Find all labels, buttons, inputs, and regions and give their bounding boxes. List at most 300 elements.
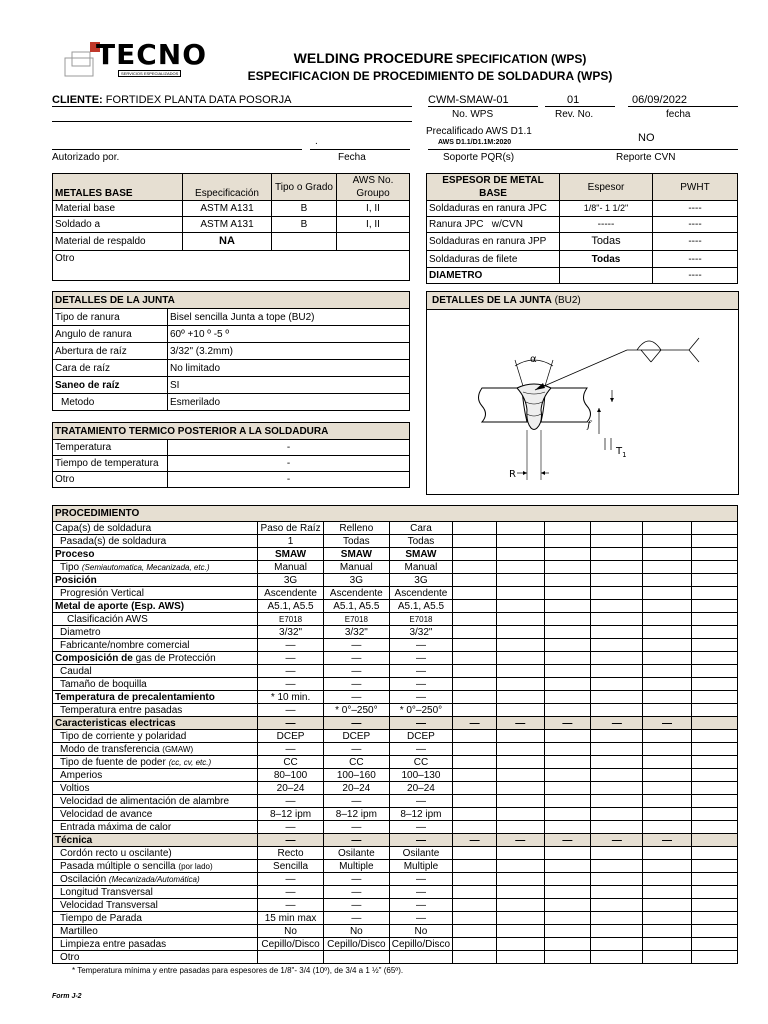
procedimiento-value: Ascendente <box>389 587 452 600</box>
procedimiento-label-text: Limpieza entre pasadas <box>60 938 167 950</box>
procedimiento-empty-cell <box>497 574 544 587</box>
procedimiento-label <box>53 522 258 535</box>
procedimiento-empty-cell <box>497 808 544 821</box>
procedimiento-empty-cell <box>544 691 591 704</box>
tratamiento-label: Otro <box>53 472 168 488</box>
procedimiento-value: CC <box>389 756 452 769</box>
autorizado-line <box>52 149 302 150</box>
procedimiento-empty-cell <box>453 795 497 808</box>
procedimiento-empty-cell <box>453 873 497 886</box>
right-plate <box>541 388 591 422</box>
procedimiento-value: — <box>258 743 324 756</box>
procedimiento-value: Ascendente <box>323 587 389 600</box>
soporte-label: Soporte PQR(s) <box>443 152 515 163</box>
procedimiento-empty-cell <box>544 522 591 535</box>
procedimiento-value: — <box>258 704 324 717</box>
procedimiento-empty-cell <box>544 587 591 600</box>
dot: . <box>315 136 318 147</box>
procedimiento-label <box>53 652 258 665</box>
procedimiento-empty-cell <box>591 821 643 834</box>
autorizado-label: Autorizado por. <box>52 152 120 163</box>
procedimiento-empty-cell <box>453 522 497 535</box>
procedimiento-empty-cell <box>691 613 737 626</box>
espesor-cell: ---- <box>653 217 738 233</box>
procedimiento-empty-cell <box>544 626 591 639</box>
procedimiento-empty-cell: — <box>544 834 591 847</box>
tratamiento-title: TRATAMIENTO TERMICO POSTERIOR A LA SOLDADURA <box>53 423 410 440</box>
procedimiento-value: 1 <box>258 535 324 548</box>
procedimiento-row <box>53 665 738 678</box>
procedimiento-label <box>53 561 258 574</box>
procedimiento-empty-cell <box>453 912 497 925</box>
procedimiento-empty-cell <box>497 925 544 938</box>
procedimiento-label-text: Caudal <box>60 665 92 677</box>
procedimiento-label-text: Amperios <box>60 769 103 781</box>
alpha-label: α <box>530 354 537 365</box>
procedimiento-label <box>53 613 258 626</box>
procedimiento-row <box>53 548 738 561</box>
procedimiento-empty-cell <box>691 522 737 535</box>
procedimiento-empty-cell <box>497 899 544 912</box>
procedimiento-label <box>53 860 258 873</box>
procedimiento-label-text: Velocidad de alimentación de alambre <box>60 795 229 807</box>
procedimiento-row <box>53 587 738 600</box>
procedimiento-empty-cell <box>544 782 591 795</box>
procedimiento-value: SMAW <box>323 548 389 561</box>
procedimiento-empty-cell <box>497 626 544 639</box>
junta-row <box>53 377 410 394</box>
procedimiento-empty-cell <box>691 717 737 730</box>
procedimiento-empty-cell <box>453 678 497 691</box>
procedimiento-empty-cell <box>497 678 544 691</box>
procedimiento-value: 3G <box>389 574 452 587</box>
procedimiento-label-note: (Mecanizada/Automática) <box>108 874 200 884</box>
procedimiento-value: Multiple <box>389 860 452 873</box>
procedimiento-value: 100–130 <box>389 769 452 782</box>
procedimiento-empty-cell <box>591 795 643 808</box>
procedimiento-label <box>53 600 258 613</box>
procedimiento-empty-cell <box>497 665 544 678</box>
procedimiento-row <box>53 782 738 795</box>
procedimiento-label <box>53 886 258 899</box>
procedimiento-label <box>53 756 258 769</box>
procedimiento-label-text: Clasificación AWS <box>67 613 148 625</box>
procedimiento-empty-cell <box>591 912 643 925</box>
form-id: Form J-2 <box>52 993 82 1000</box>
tratamiento-value: - <box>168 456 410 472</box>
procedimiento-empty-cell <box>643 951 691 964</box>
procedimiento-empty-cell <box>544 743 591 756</box>
procedimiento-value: No <box>258 925 324 938</box>
procedimiento-empty-cell <box>544 951 591 964</box>
procedimiento-value: A5.1, A5.5 <box>323 600 389 613</box>
metales-cell <box>337 233 410 251</box>
procedimiento-value: — <box>389 691 452 704</box>
procedimiento-empty-cell <box>497 860 544 873</box>
procedimiento-row <box>53 730 738 743</box>
procedimiento-empty-cell <box>453 782 497 795</box>
procedimiento-value: Manual <box>323 561 389 574</box>
procedimiento-row <box>53 873 738 886</box>
procedimiento-empty-cell <box>591 925 643 938</box>
procedimiento-empty-cell <box>544 548 591 561</box>
left-plate <box>479 388 528 422</box>
procedimiento-value: DCEP <box>389 730 452 743</box>
procedimiento-empty-cell <box>497 691 544 704</box>
procedimiento-empty-cell <box>591 782 643 795</box>
procedimiento-value: — <box>389 652 452 665</box>
procedimiento-empty-cell <box>497 600 544 613</box>
procedimiento-empty-cell <box>497 821 544 834</box>
procedimiento-row <box>53 652 738 665</box>
procedimiento-row <box>53 561 738 574</box>
procedimiento-row <box>53 951 738 964</box>
junta-label: Saneo de raíz <box>53 377 168 394</box>
procedimiento-value: 20–24 <box>389 782 452 795</box>
procedimiento-empty-cell <box>544 561 591 574</box>
procedimiento-value: — <box>389 678 452 691</box>
procedimiento-empty-cell <box>497 912 544 925</box>
procedimiento-empty-cell <box>643 678 691 691</box>
procedimiento-row <box>53 535 738 548</box>
procedimiento-empty-cell <box>544 912 591 925</box>
reporte-label: Reporte CVN <box>616 152 676 163</box>
procedimiento-label <box>53 535 258 548</box>
procedimiento-value: — <box>258 678 324 691</box>
procedimiento-empty-cell <box>497 639 544 652</box>
metales-header: METALES BASE <box>53 174 183 201</box>
procedimiento-empty-cell: — <box>453 834 497 847</box>
procedimiento-empty-cell <box>453 665 497 678</box>
procedimiento-value: 3G <box>323 574 389 587</box>
procedimiento-label <box>53 925 258 938</box>
procedimiento-value <box>258 951 324 964</box>
group-header: AWS No. Groupo <box>337 174 410 201</box>
procedimiento-empty-cell <box>643 769 691 782</box>
procedimiento-empty-cell <box>591 756 643 769</box>
title-rest: SPECIFICATION (WPS) <box>455 52 587 66</box>
procedimiento-empty-cell <box>591 613 643 626</box>
espesor-cell: Soldaduras de filete <box>427 251 560 268</box>
procedimiento-label-text: Progresión Vertical <box>60 587 144 599</box>
procedimiento-empty-cell <box>453 743 497 756</box>
procedimiento-row <box>53 626 738 639</box>
procedimiento-empty-cell <box>544 769 591 782</box>
procedimiento-label-text: Tipo de fuente de poder <box>60 756 166 768</box>
procedimiento-empty-cell <box>643 691 691 704</box>
wps-number: CWM-SMAW-01 <box>428 94 538 107</box>
procedimiento-empty-cell <box>544 535 591 548</box>
espesor-cell: Todas <box>560 233 653 251</box>
procedimiento-empty-cell <box>643 860 691 873</box>
procedimiento-empty-cell <box>544 938 591 951</box>
procedimiento-empty-cell <box>497 847 544 860</box>
procedimiento-value: 3/32" <box>389 626 452 639</box>
procedimiento-label-text: Oscilación <box>60 873 107 885</box>
procedimiento-value: Cepillo/Disco <box>323 938 389 951</box>
procedimiento-label <box>53 704 258 717</box>
procedimiento-row <box>53 678 738 691</box>
procedimiento-value: Cepillo/Disco <box>258 938 324 951</box>
procedimiento-row <box>53 691 738 704</box>
espesor-row <box>427 217 738 233</box>
procedimiento-label-text: Posición <box>55 574 97 586</box>
procedimiento-label <box>53 678 258 691</box>
procedimiento-label-text: Otro <box>60 951 80 963</box>
procedimiento-empty-cell <box>691 951 737 964</box>
procedimiento-label-text: Técnica <box>55 834 93 846</box>
procedimiento-label-text: Tipo <box>60 561 80 573</box>
joint-diagram <box>427 310 738 494</box>
procedimiento-empty-cell <box>453 925 497 938</box>
procedimiento-label <box>53 847 258 860</box>
procedimiento-empty-cell <box>591 743 643 756</box>
procedimiento-empty-cell <box>591 626 643 639</box>
cliente-label: CLIENTE: <box>52 94 103 106</box>
procedimiento-value: — <box>258 834 324 847</box>
procedimiento-empty-cell <box>544 704 591 717</box>
procedimiento-empty-cell <box>691 834 737 847</box>
procedimiento-empty-cell <box>497 652 544 665</box>
junta-label: Abertura de raíz <box>53 343 168 360</box>
cliente-line <box>52 94 412 107</box>
procedimiento-value: 3/32" <box>258 626 324 639</box>
r-label: R <box>509 469 516 480</box>
procedimiento-row <box>53 925 738 938</box>
procedimiento-empty-cell <box>591 873 643 886</box>
procedimiento-value: Paso de Raíz <box>258 522 324 535</box>
procedimiento-label-note: (por lado) <box>178 861 213 871</box>
espesor-cell: Todas <box>560 251 653 268</box>
procedimiento-empty-cell <box>497 886 544 899</box>
procedimiento-row <box>53 795 738 808</box>
procedimiento-empty-cell <box>591 678 643 691</box>
procedimiento-empty-cell <box>497 522 544 535</box>
procedimiento-empty-cell <box>691 769 737 782</box>
procedimiento-label <box>53 717 258 730</box>
procedimiento-value: — <box>323 678 389 691</box>
procedimiento-empty-cell <box>643 613 691 626</box>
procedimiento-label <box>53 743 258 756</box>
procedimiento-value: 8–12 ipm <box>323 808 389 821</box>
metales-cell: Material de respaldo <box>53 233 183 251</box>
procedimiento-empty-cell <box>453 704 497 717</box>
procedimiento-empty-cell <box>591 522 643 535</box>
procedimiento-row <box>53 522 738 535</box>
procedimiento-empty-cell: — <box>453 717 497 730</box>
procedimiento-label <box>53 665 258 678</box>
procedimiento-empty-cell <box>497 548 544 561</box>
tratamiento-label: Temperatura <box>53 440 168 456</box>
procedimiento-empty-cell <box>544 899 591 912</box>
procedimiento-empty-cell <box>643 600 691 613</box>
procedimiento-value: — <box>389 639 452 652</box>
metales-cell: Otro <box>53 251 410 267</box>
espesor-row <box>427 268 738 284</box>
procedimiento-empty-cell <box>497 730 544 743</box>
procedimiento-empty-cell <box>453 730 497 743</box>
espesor-row <box>427 233 738 251</box>
procedimiento-empty-cell: — <box>643 717 691 730</box>
procedimiento-empty-cell <box>691 639 737 652</box>
procedimiento-value: 20–24 <box>323 782 389 795</box>
procedimiento-value: 15 min max <box>258 912 324 925</box>
procedimiento-row <box>53 743 738 756</box>
t1-label: $T_1$ <box>616 446 627 459</box>
procedimiento-row <box>53 756 738 769</box>
procedimiento-empty-cell <box>691 756 737 769</box>
espesor-row <box>427 201 738 217</box>
procedimiento-empty-cell <box>591 665 643 678</box>
espesor-row <box>427 251 738 268</box>
procedimiento-value: Manual <box>389 561 452 574</box>
junta-value: No limitado <box>168 360 410 377</box>
procedimiento-empty-cell <box>591 808 643 821</box>
procedimiento-empty-cell <box>453 587 497 600</box>
procedimiento-empty-cell <box>691 587 737 600</box>
procedimiento-row <box>53 574 738 587</box>
procedimiento-value: — <box>323 743 389 756</box>
procedimiento-empty-cell <box>453 847 497 860</box>
procedimiento-empty-cell: — <box>497 834 544 847</box>
procedimiento-label <box>53 548 258 561</box>
procedimiento-empty-cell <box>691 912 737 925</box>
procedimiento-empty-cell <box>643 873 691 886</box>
procedimiento-value: — <box>323 886 389 899</box>
junta-label: Angulo de ranura <box>53 326 168 343</box>
procedimiento-row <box>53 717 738 730</box>
espesor-cell: ---- <box>653 233 738 251</box>
espesor-cell: Soldaduras en ranura JPP <box>427 233 560 251</box>
procedimiento-empty-cell <box>453 535 497 548</box>
precalificado-label: Precalificado AWS D1.1 <box>426 126 532 137</box>
procedimiento-empty-cell <box>591 730 643 743</box>
procedimiento-label <box>53 951 258 964</box>
procedimiento-label <box>53 899 258 912</box>
procedimiento-empty-cell <box>591 951 643 964</box>
procedimiento-empty-cell <box>691 873 737 886</box>
procedimiento-label-text: Pasada múltiple o sencilla <box>60 860 176 872</box>
procedimiento-empty-cell <box>643 665 691 678</box>
junta-row <box>53 360 410 377</box>
procedimiento-empty-cell <box>497 756 544 769</box>
blank-line-1 <box>52 121 412 122</box>
espesor-table <box>426 173 738 284</box>
procedimiento-empty-cell <box>453 860 497 873</box>
espesor-header-row <box>427 174 738 201</box>
procedimiento-label <box>53 574 258 587</box>
procedimiento-empty-cell <box>643 808 691 821</box>
procedimiento-empty-cell <box>453 639 497 652</box>
procedimiento-empty-cell: — <box>591 834 643 847</box>
procedimiento-label <box>53 821 258 834</box>
procedimiento-empty-cell <box>691 743 737 756</box>
procedimiento-label <box>53 873 258 886</box>
procedimiento-empty-cell <box>591 691 643 704</box>
procedimiento-row <box>53 938 738 951</box>
procedimiento-value: Todas <box>323 535 389 548</box>
procedimiento-empty-cell <box>591 899 643 912</box>
procedimiento-value: Recto <box>258 847 324 860</box>
procedimiento-label <box>53 834 258 847</box>
procedimiento-value: Osilante <box>389 847 452 860</box>
title-en <box>280 50 600 66</box>
procedimiento-label-note: (Semiautomatica, Mecanizada, etc.) <box>81 562 210 572</box>
procedimiento-label-text: Tiempo de Parada <box>60 912 142 924</box>
tratamiento-value: - <box>168 472 410 488</box>
junta-row <box>53 326 410 343</box>
procedimiento-label <box>53 639 258 652</box>
procedimiento-empty-cell <box>643 574 691 587</box>
procedimiento-title: PROCEDIMIENTO <box>53 506 738 522</box>
procedimiento-empty-cell <box>453 574 497 587</box>
junta-figure-panel <box>426 291 739 495</box>
procedimiento-value: No <box>323 925 389 938</box>
fecha-value: 06/09/2022 <box>628 94 738 107</box>
logo-subtitle: SERVICIOS ESPECIALIZADOS <box>118 70 181 77</box>
procedimiento-empty-cell <box>453 561 497 574</box>
junta-table <box>52 291 410 411</box>
procedimiento-value: — <box>389 912 452 925</box>
procedimiento-empty-cell <box>691 626 737 639</box>
procedimiento-empty-cell <box>643 886 691 899</box>
procedimiento-empty-cell <box>591 587 643 600</box>
procedimiento-empty-cell <box>497 587 544 600</box>
procedimiento-value: — <box>389 821 452 834</box>
procedimiento-value: — <box>323 652 389 665</box>
procedimiento-empty-cell <box>544 574 591 587</box>
metales-row <box>53 201 410 217</box>
tratamiento-row <box>53 472 410 488</box>
espesor-cell: ----- <box>560 217 653 233</box>
procedimiento-value: — <box>323 639 389 652</box>
procedimiento-value: 8–12 ipm <box>258 808 324 821</box>
fecha2-label: Fecha <box>338 152 366 163</box>
procedimiento-empty-cell <box>591 639 643 652</box>
procedimiento-label-note: (GMAW) <box>162 744 194 754</box>
procedimiento-empty-cell <box>691 821 737 834</box>
metales-cell: NA <box>183 233 272 251</box>
procedimiento-value: — <box>389 665 452 678</box>
procedimiento-label-text: Entrada máxima de calor <box>60 821 172 833</box>
procedimiento-empty-cell <box>691 691 737 704</box>
rev-number: 01 <box>545 94 615 107</box>
procedimiento-value: Osilante <box>323 847 389 860</box>
procedimiento-value: — <box>258 665 324 678</box>
procedimiento-value: Todas <box>389 535 452 548</box>
procedimiento-label-text: Modo de transferencia <box>60 743 160 755</box>
metales-cell: I, II <box>337 217 410 233</box>
footnote: * Temperatura mínima y entre pasadas para espesores de 1/8"- 3/4 (10º), de 3/4 a 1 ½" (65º). <box>72 966 404 975</box>
procedimiento-row <box>53 600 738 613</box>
procedimiento-empty-cell: — <box>591 717 643 730</box>
espesor-cell <box>560 268 653 284</box>
procedimiento-empty-cell <box>591 704 643 717</box>
title-es: ESPECIFICACION DE PROCEDIMIENTO DE SOLDADURA (WPS) <box>247 69 613 83</box>
junta-header-row <box>53 292 410 309</box>
tratamiento-value: - <box>168 440 410 456</box>
junta-row <box>53 309 410 326</box>
procedimiento-empty-cell <box>544 600 591 613</box>
procedimiento-value: — <box>323 873 389 886</box>
procedimiento-value: E7018 <box>389 613 452 626</box>
metales-empty <box>53 266 410 281</box>
junta-value: 3/32" (3.2mm) <box>168 343 410 360</box>
procedimiento-empty-cell <box>591 600 643 613</box>
procedimiento-empty-cell <box>544 795 591 808</box>
procedimiento-value: — <box>258 795 324 808</box>
procedimiento-label <box>53 795 258 808</box>
